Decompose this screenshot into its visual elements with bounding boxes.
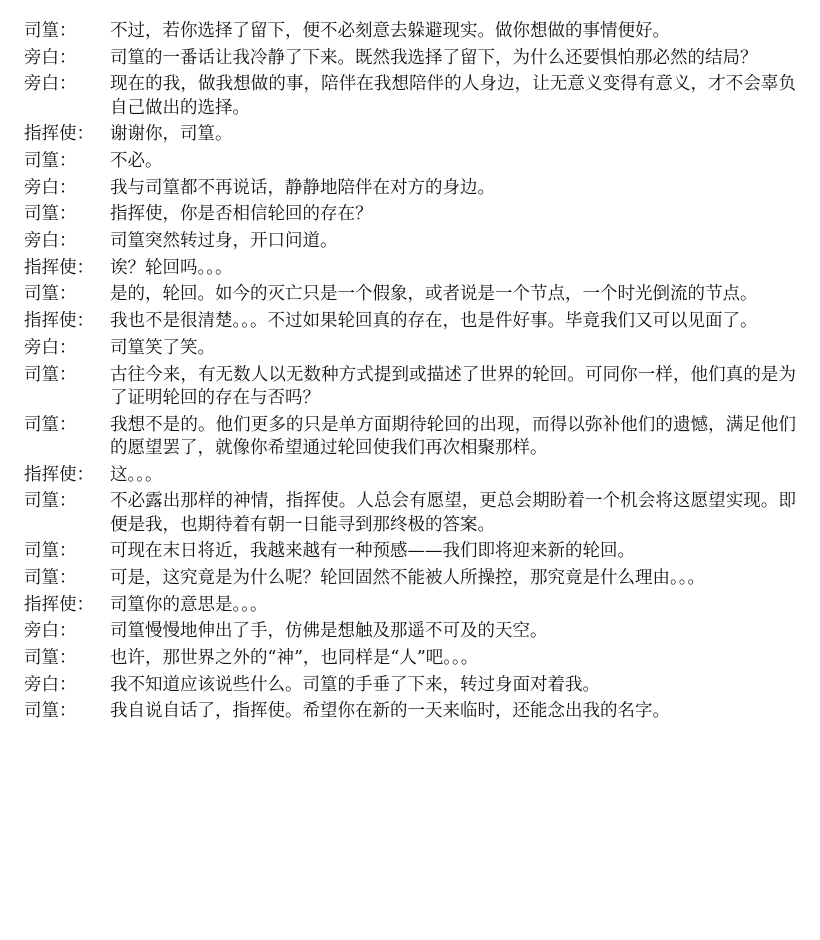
- speaker-name: 司篁：: [24, 364, 77, 385]
- dialogue-text: 可是，这究竟是为什么呢？轮回固然不能被人所操控，那究竟是什么理由。。。: [110, 567, 705, 588]
- dialogue-text: 是的，轮回。如今的灭亡只是一个假象，或者说是一个节点，一个时光倒流的节点。: [110, 284, 758, 305]
- dialogue-line: [24, 230, 796, 253]
- speaker-name: 指挥使：: [24, 311, 94, 332]
- speaker-name: 司篁：: [24, 567, 77, 588]
- dialogue-line: [24, 150, 796, 173]
- dialogue-line: [24, 203, 796, 226]
- dialogue-text: 司篁突然转过身，开口问道。: [110, 231, 338, 252]
- dialogue-line: [24, 647, 796, 670]
- dialogue-line: [24, 594, 796, 617]
- dialogue-text: 可现在末日将近，我越来越有一种预感——我们即将迎来新的轮回。: [110, 541, 635, 562]
- speaker-name: 旁白：: [24, 337, 77, 358]
- dialogue-text: 这。。。: [110, 464, 163, 485]
- dialogue-line: [24, 337, 796, 360]
- dialogue-text: 诶？轮回吗。。。: [110, 257, 233, 278]
- dialogue-text: 我与司篁都不再说话，静静地陪伴在对方的身边。: [110, 177, 495, 198]
- dialogue-text: 谢谢你，司篁。: [110, 124, 233, 145]
- speaker-name: 旁白：: [24, 47, 77, 68]
- speaker-name: 司篁：: [24, 647, 77, 668]
- speaker-name: 司篁：: [24, 151, 77, 172]
- dialogue-text: 不过，若你选择了留下，便不必刻意去躲避现实。做你想做的事情便好。: [110, 21, 670, 41]
- dialogue-line: [24, 490, 796, 537]
- speaker-name: 司篁：: [24, 701, 77, 722]
- dialogue-line: [24, 73, 796, 120]
- speaker-name: 指挥使：: [24, 594, 94, 615]
- speaker-name: 指挥使：: [24, 464, 94, 485]
- dialogue-line: [24, 567, 796, 590]
- dialogue-text: 司篁慢慢地伸出了手，仿佛是想触及那遥不可及的天空。: [110, 621, 548, 642]
- dialogue-text: 不必露出那样的神情，指挥使。人总会有愿望，更总会期盼着一个机会将这愿望实现。即便是我，也期待着有朝一日能寻到那终极的答案。: [110, 491, 796, 535]
- dialogue-text: 司篁你的意思是。。。: [110, 594, 268, 615]
- dialogue-text: 司篁笑了笑。: [110, 337, 215, 358]
- speaker-name: 司篁：: [24, 491, 77, 512]
- dialogue-line: [24, 700, 796, 723]
- speaker-name: 旁白：: [24, 177, 77, 198]
- dialogue-line: [24, 20, 796, 43]
- dialogue-line: [24, 540, 796, 563]
- dialogue-line: [24, 177, 796, 200]
- speaker-name: 旁白：: [24, 674, 77, 695]
- speaker-name: 司篁：: [24, 204, 77, 225]
- dialogue-line: [24, 620, 796, 643]
- dialogue-text: 我也不是很清楚。。。不过如果轮回真的存在，也是件好事。毕竟我们又可以见面了。: [110, 311, 758, 332]
- speaker-name: 旁白：: [24, 231, 77, 252]
- dialogue-text: 我想不是的。他们更多的只是单方面期待轮回的出现，而得以弥补他们的遗憾，满足他们的愿望罢了，就像你希望通过轮回使我们再次相聚那样。: [110, 414, 796, 458]
- dialogue-line: [24, 464, 796, 487]
- dialogue-text: 指挥使，你是否相信轮回的存在？: [110, 204, 373, 225]
- speaker-name: 旁白：: [24, 621, 77, 642]
- speaker-name: 旁白：: [24, 74, 77, 95]
- dialogue-line: [24, 414, 796, 461]
- dialogue-text: 现在的我，做我想做的事，陪伴在我想陪伴的人身边，让无意义变得有意义，才不会辜负自己做出的选择。: [110, 74, 796, 118]
- dialogue-text: 古往今来，有无数人以无数种方式提到或描述了世界的轮回。可同你一样，他们真的是为了证明轮回的存在与否吗？: [110, 364, 796, 408]
- dialogue-line: [24, 47, 796, 70]
- speaker-name: 指挥使：: [24, 257, 94, 278]
- dialogue-text: 也许，那世界之外的“神”，也同样是“人”吧。。。: [110, 647, 479, 668]
- dialogue-text: 我自说自话了，指挥使。希望你在新的一天来临时，还能念出我的名字。: [110, 701, 670, 722]
- dialogue-text: 不必。: [110, 151, 163, 172]
- speaker-name: 指挥使：: [24, 124, 94, 145]
- dialogue-line: [24, 364, 796, 411]
- dialogue-line: [24, 283, 796, 306]
- speaker-name: 司篁：: [24, 414, 77, 435]
- speaker-name: 司篁：: [24, 21, 77, 41]
- dialogue-line: [24, 310, 796, 333]
- dialogue-text: 司篁的一番话让我冷静了下来。既然我选择了留下，为什么还要惧怕那必然的结局？: [110, 47, 758, 68]
- dialogue-line: [24, 674, 796, 697]
- speaker-name: 司篁：: [24, 284, 77, 305]
- dialogue-line: [24, 257, 796, 280]
- dialogue-text: 我不知道应该说些什么。司篁的手垂了下来，转过身面对着我。: [110, 674, 600, 695]
- speaker-name: 司篁：: [24, 541, 77, 562]
- dialogue-line: [24, 123, 796, 146]
